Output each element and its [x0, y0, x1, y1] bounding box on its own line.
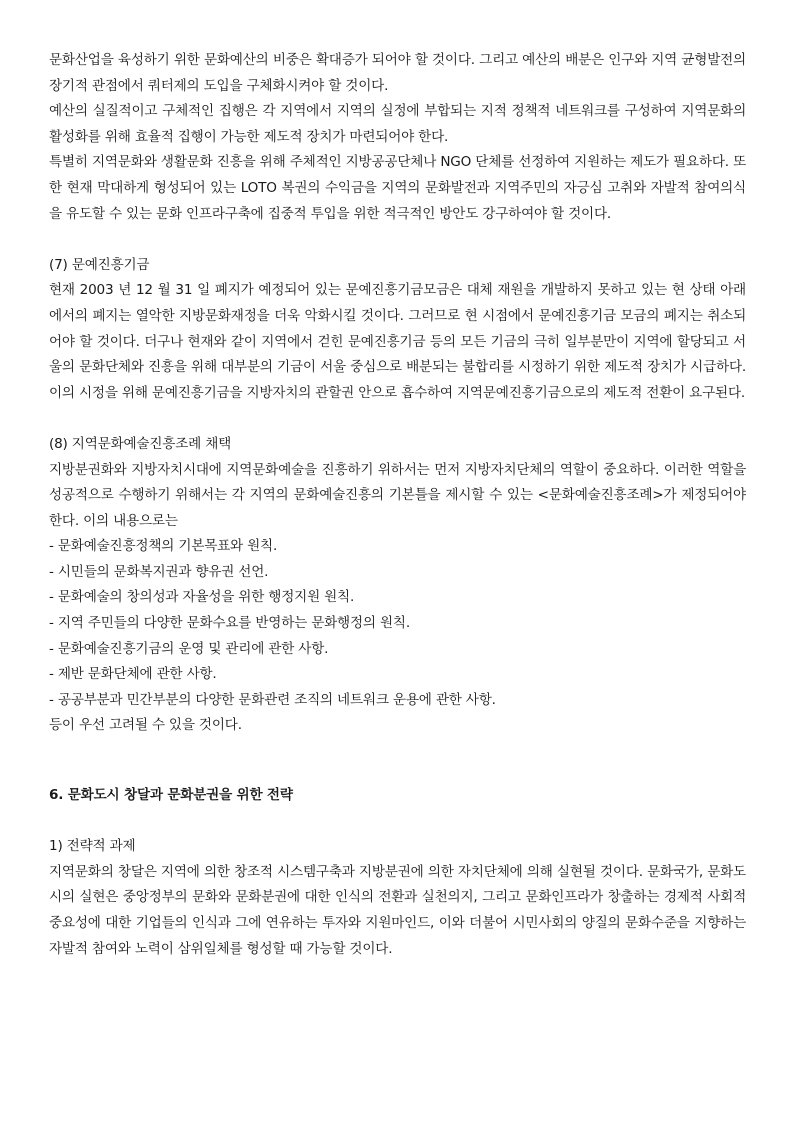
spacer	[49, 739, 746, 783]
spacer	[49, 406, 746, 432]
section-8-title: (8) 지역문화예술진흥조례 채택	[49, 435, 232, 452]
intro-paragraph-2: 예산의 실질적이고 구체적인 집행은 각 지역에서 지역의 실정에 부합되는 지적 정책적 네트워크를 구성하여 지역문화의 활성화를 위해 효율적 집행이 가능한 제도적 장치가 마련되어야 한다.	[49, 103, 746, 145]
spacer	[49, 809, 746, 835]
chapter-6-subtitle: 1) 전략적 과제	[49, 838, 136, 855]
section-7-title: (7) 문예진흥기금	[49, 256, 150, 273]
section-8-closing: 등이 우선 고려될 수 있을 것이다.	[49, 717, 242, 734]
chapter-6-body: 지역문화의 창달은 지역에 의한 창조적 시스템구축과 지방분권에 의한 자치단체에 의해 실현될 것이다. 문화국가, 문화도시의 실현은 중앙정부의 문화와 문화분권에 대한 인식의 전환과 실천의지, 그리고 문화인프라가 창출하는 경제적 사회적 중요성에 대한 기업들의 인식과 그에 연유하는 투자와 지원마인드, 이와 더불어 시민사회의 양질의 문화수준을 지향하는 자발적 참여와 노력이 삼위일체를 형성할 때 가능할 것이다.	[49, 863, 746, 957]
document-page	[49, 48, 746, 962]
list-item: - 제반 문화단체에 관한 사항.	[49, 666, 217, 683]
section-8-list	[49, 534, 746, 713]
list-item: - 지역 주민들의 다양한 문화수요를 반영하는 문화행정의 원칙.	[49, 615, 410, 632]
list-item: - 문화예술진흥정책의 기본목표와 원칙.	[49, 538, 278, 555]
list-item: - 시민들의 문화복지권과 향유권 선언.	[49, 563, 269, 580]
list-item: - 문화예술진흥기금의 운영 및 관리에 관한 사항.	[49, 640, 329, 657]
section-8-body: 지방분권화와 지방자치시대에 지역문화예술을 진흥하기 위하서는 먼저 지방자치단체의 역할이 중요하다. 이러한 역할을 성공적으로 수행하기 위해서는 각 지역의 문화예술진흥의 기본틀을 제시할 수 있는 <문화예술진흥조례>가 제정되어야 한다. 이의 내용으로는	[49, 461, 746, 529]
chapter-6-heading: 6. 문화도시 창달과 문화분권을 위한 전략	[49, 787, 293, 804]
spacer	[49, 227, 746, 253]
intro-paragraph-3: 특별히 지역문화와 생활문화 진흥을 위해 주체적인 지방공공단체나 NGO 단체를 선정하여 지원하는 제도가 필요하다. 또한 현재 막대하게 형성되어 있는 LOTO 복권의 수익금을 지역의 문화발전과 지역주민의 자긍심 고취와 자발적 참여의식을 유도할 수 있는 문화 인프라구축에 집중적 투입을 위한 적극적인 방안도 강구하여야 할 것이다.	[49, 154, 746, 222]
list-item: - 문화예술의 창의성과 자율성을 위한 행정지원 원칙.	[49, 589, 355, 606]
list-item: - 공공부분과 민간부분의 다양한 문화관련 조직의 네트워크 운용에 관한 사항.	[49, 691, 496, 708]
section-7-body: 현재 2003 년 12 월 31 일 폐지가 예정되어 있는 문예진흥기금모금은 대체 재원을 개발하지 못하고 있는 현 상태 아래에서의 폐지는 열악한 지방문화재정을 더욱 악화시킬 것이다. 그러므로 현 시점에서 문예진흥기금 모금의 폐지는 취소되어야 할 것이다. 더구나 현재와 같이 지역에서 걷힌 문예진흥기금 등의 모든 기금의 극히 일부분만이 지역에 할당되고 서울의 문화단체와 진흥을 위해 대부분의 기금이 서울 중심으로 배분되는 불합리를 시정하기 위한 제도적 장치가 시급하다. 이의 시정을 위해 문예진흥기금을 지방자치의 관할권 안으로 흡수하여 지역문예진흥기금으로의 제도적 전환이 요구된다.	[49, 282, 746, 401]
intro-paragraph-1: 문화산업을 육성하기 위한 문화예산의 비중은 확대증가 되어야 할 것이다. 그리고 예산의 배분은 인구와 지역 균형발전의 장기적 관점에서 쿼터제의 도입을 구체화시켜야 할 것이다.	[49, 52, 746, 94]
